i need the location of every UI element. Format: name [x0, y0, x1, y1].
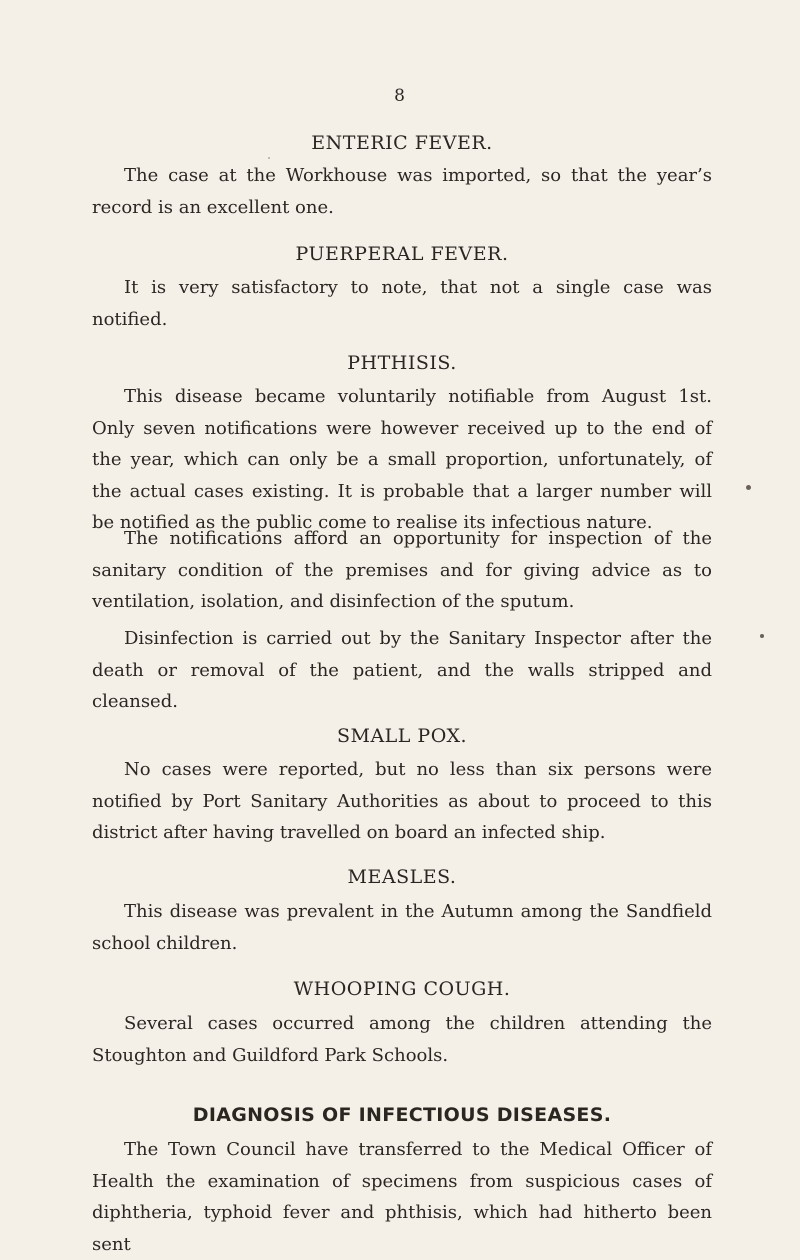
- section-heading-diagnosis: DIAGNOSIS OF INFECTIOUS DISEASES.: [192, 1104, 612, 1126]
- paragraph: This disease was prevalent in the Autumn among the Sandfield school children.: [92, 901, 712, 954]
- section-body-small-pox: [92, 754, 712, 849]
- paragraph: It is very satisfactory to note, that not a single case was notified.: [92, 277, 712, 330]
- section-heading-puerperal-fever: PUERPERAL FEVER.: [295, 243, 509, 265]
- page-number: 8: [394, 86, 406, 106]
- section-body-puerperal-fever: [92, 272, 712, 335]
- section-heading-small-pox: SMALL POX.: [336, 725, 468, 747]
- paragraph: The case at the Workhouse was imported, so that the year’s record is an excellent one.: [92, 165, 712, 218]
- paragraph: The notifications afford an opportunity for inspection of the sanitary condition of the premises and for giving advice as to ventilation, isolation, and disinfection of the sputum.: [92, 528, 712, 612]
- paragraph: No cases were reported, but no less than six persons were notified by Port Sanitary Authorities as about to proceed to this district after having travelled on board an infected ship.: [92, 759, 712, 843]
- section-heading-measles: MEASLES.: [347, 866, 457, 888]
- section-body-phthisis-3: [92, 623, 712, 718]
- paragraph: The Town Council have transferred to the Medical Officer of Health the examination of specimens from suspicious cases of diphtheria, typhoid fever and phthisis, which had hitherto been sent: [92, 1139, 712, 1255]
- section-body-phthisis: [92, 381, 712, 539]
- section-body-diagnosis: [92, 1134, 712, 1260]
- section-body-enteric-fever: [92, 160, 712, 223]
- print-speck: [746, 485, 751, 490]
- print-speck: [760, 634, 764, 638]
- paragraph: Disinfection is carried out by the Sanitary Inspector after the death or removal of the patient, and the walls stripped and cleansed.: [92, 628, 712, 712]
- section-heading-whooping-cough: WHOOPING COUGH.: [293, 978, 511, 1000]
- section-body-measles: [92, 896, 712, 959]
- section-heading-phthisis: PHTHISIS.: [347, 352, 457, 374]
- print-speck: [268, 157, 270, 159]
- paragraph: This disease became voluntarily notifiable from August 1st. Only seven notifications were however received up to the end of the year, which can only be a small proportion, unfortunately, of the actual cases existing. It is probable that a larger number will be notified as the public come to realise its infectious nature.: [92, 386, 712, 533]
- section-heading-enteric-fever: ENTERIC FEVER.: [311, 132, 493, 154]
- paragraph: Several cases occurred among the children attending the Stoughton and Guildford Park Schools.: [92, 1013, 712, 1066]
- section-body-phthisis-2: [92, 523, 712, 618]
- section-body-whooping-cough: [92, 1008, 712, 1071]
